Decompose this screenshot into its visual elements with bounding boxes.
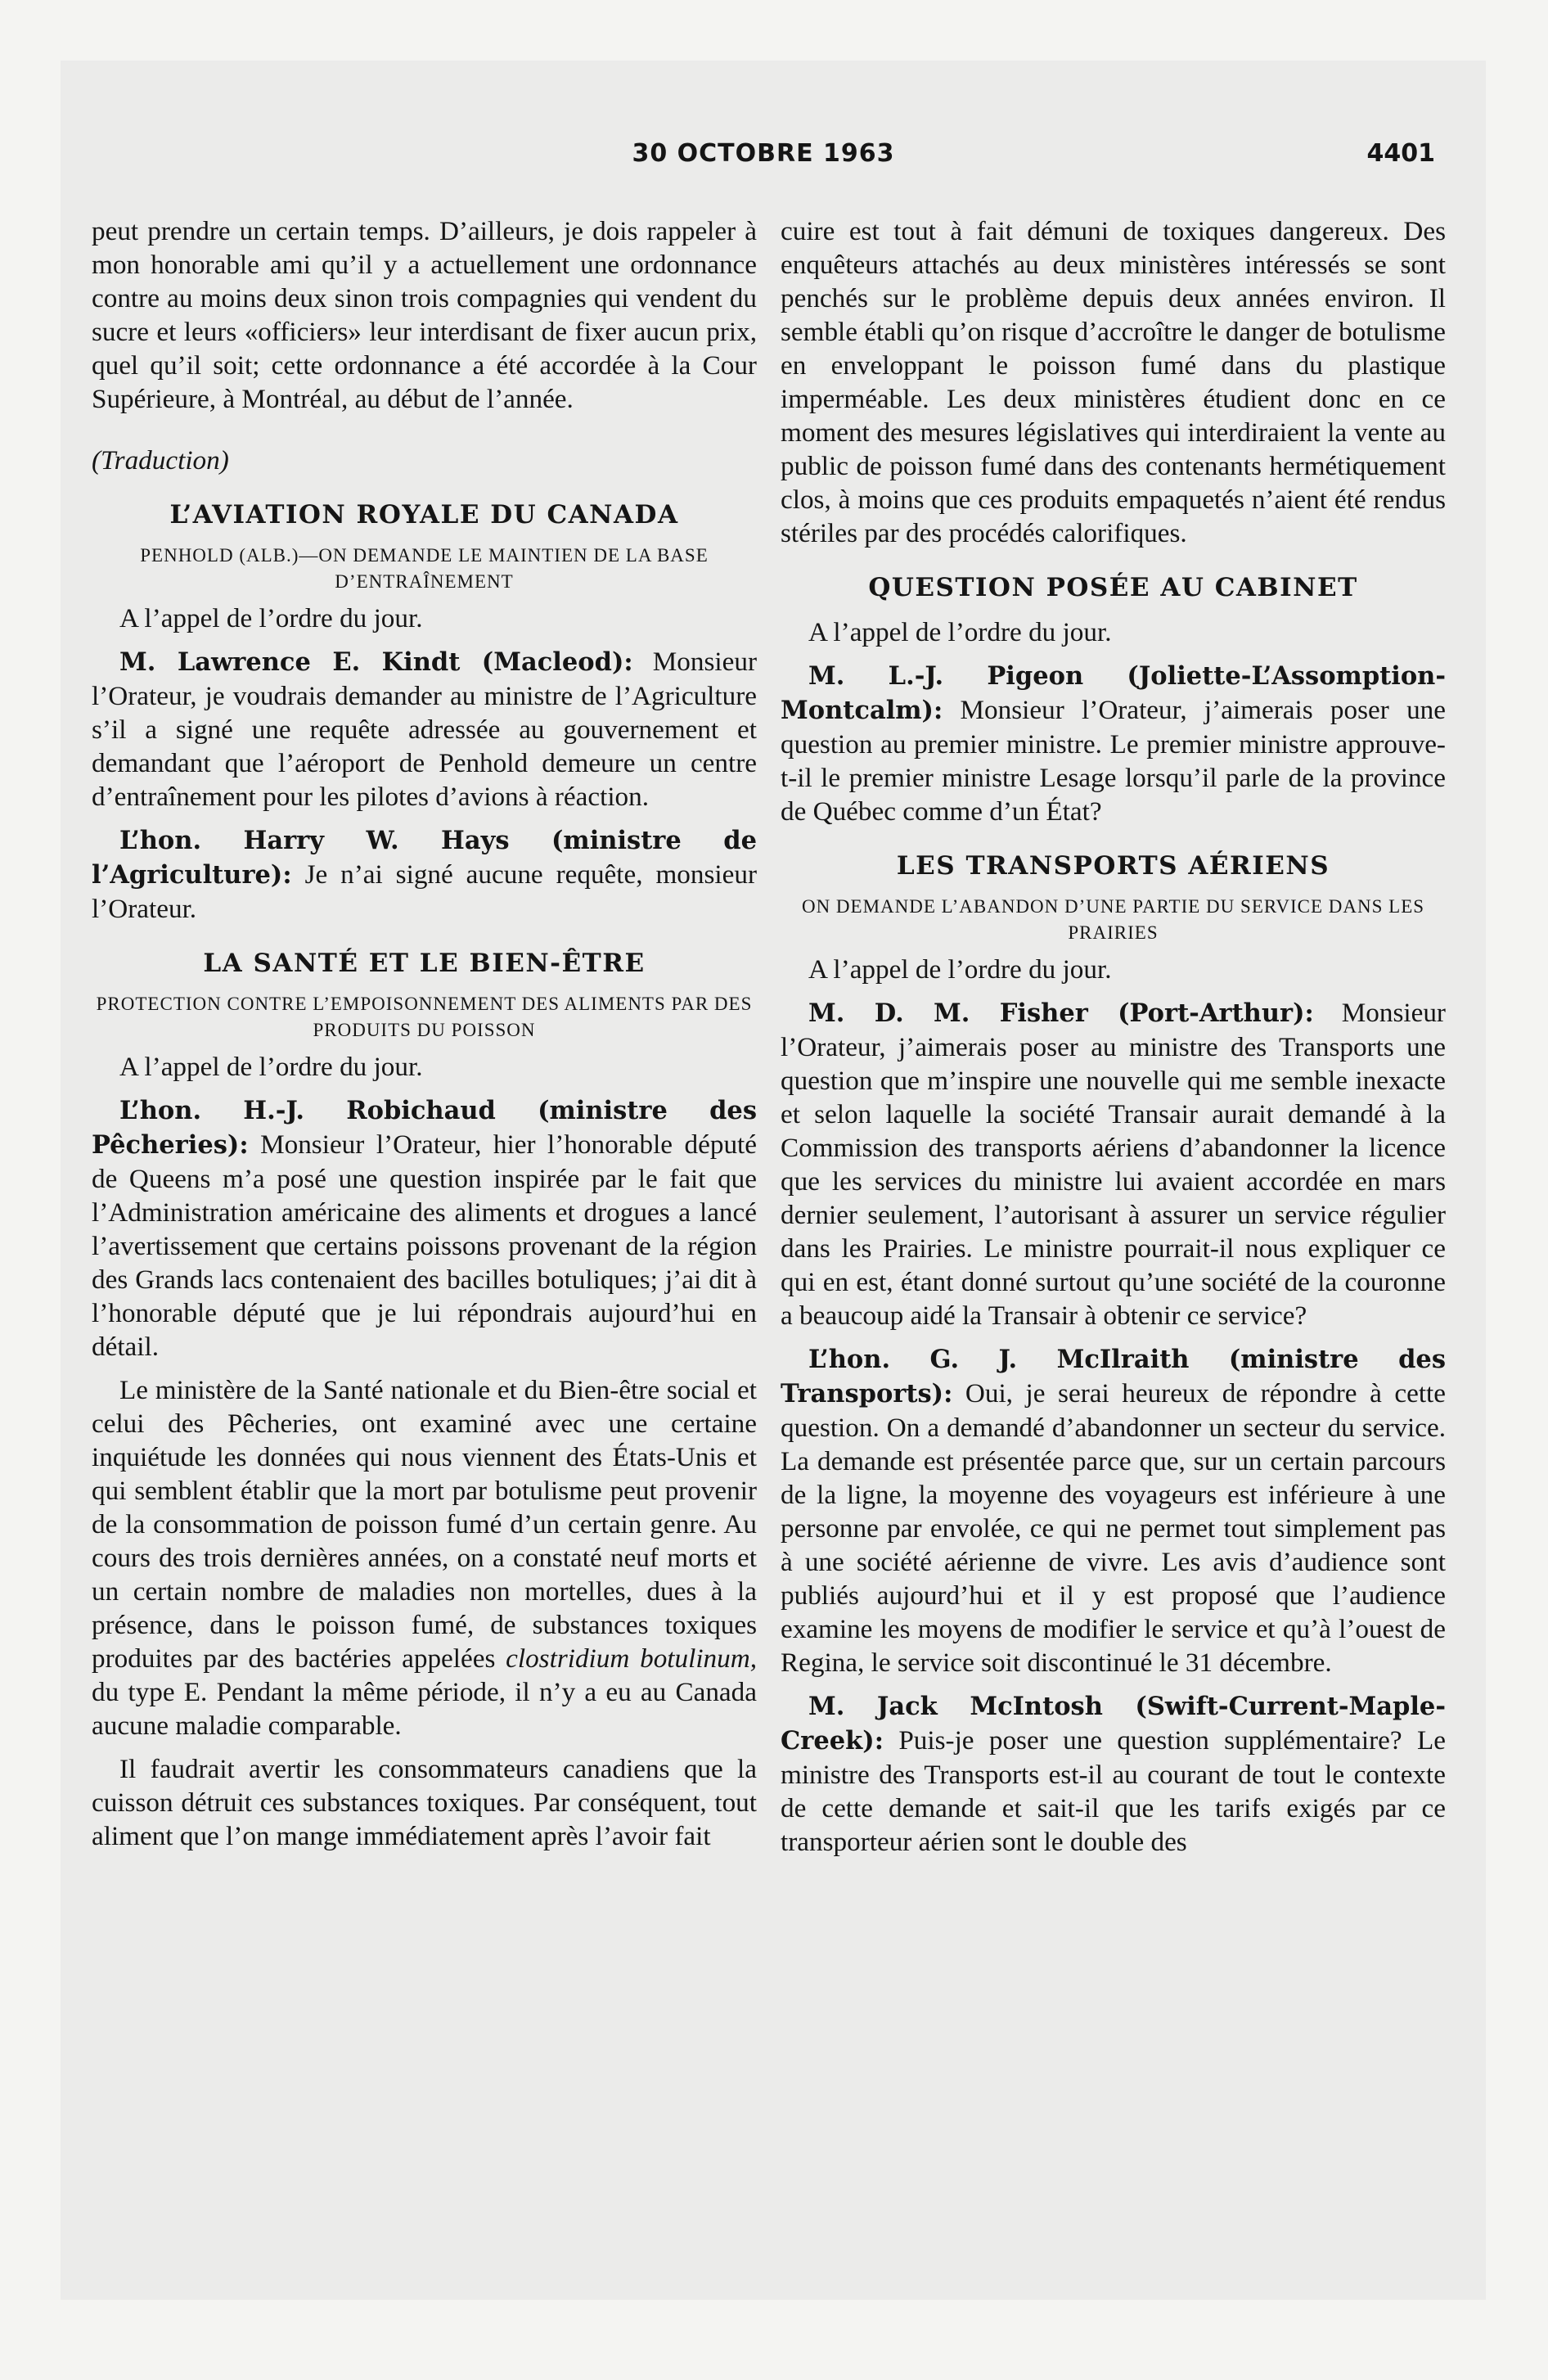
subheading-protection: PROTECTION CONTRE L’EMPOISONNEMENT DES ALIMENTS PAR DES PRODUITS DU POISSON (96, 994, 753, 1040)
ministere-text-b: du type E. Pendant la même période, il n’y a eu au Canada aucune maladie comparable. (92, 1677, 757, 1741)
pigeon-question (781, 659, 1446, 828)
subheading-penhold: PENHOLD (ALB.)—ON DEMANDE LE MAINTIEN DE LA BASE D’ENTRAÎNEMENT (140, 545, 709, 592)
speaker-robichaud: L’hon. H.-J. Robichaud (ministre des Pêcheries): (92, 1096, 757, 1160)
paragraph-avertir: Il faudrait avertir les consommateurs canadiens que la cuisson détruit ces substances toxiques. Par conséquent, tout aliment que l’on mange immédiatement après l’avoir fait (92, 1754, 757, 1851)
paragraph-cuire: cuire est tout à fait démuni de toxiques dangereux. Des enquêteurs attachés au deux ministères intéressés se sont penchés sur le problème depuis deux années environ. Il semble établi qu’on risque d’accroître le danger de botulisme en enveloppant le poisson fumé dans du plastique imperméable. Les deux ministères étudient donc en ce moment des mesures législatives qui interdiraient la vente au public de poisson fumé dans des contenants hermétiquement clos, à moins que ces produits empaquetés n’aient été rendus stériles par des procédés calorifiques. (781, 216, 1446, 548)
heading-aviation: L’AVIATION ROYALE DU CANADA (169, 500, 679, 530)
mcilraith-text: Oui, je serai heureux de répondre à cette question. On a demandé d’abandonner un secteur du service. La demande est présentée parce que, sur un certain parcours de la ligne, la moyenne des voyageurs est inférieure à une personne par envolée, ce qui ne permet tout simplement pas à une société aérienne de vivre. Les avis d’audience sont publiés aujourd’hui et il y est proposé que l’audience examine les moyens de modifier le service et qu’à l’ouest de Regina, le service soit discontinué le 31 décembre. (781, 1378, 1446, 1678)
ministere-italic: clostridium botulinum, (506, 1643, 757, 1674)
subheading-abandon: ON DEMANDE L’ABANDON D’UNE PARTIE DU SERVICE DANS LES PRAIRIES (801, 896, 1425, 943)
paragraph-sugar-order: peut prendre un certain temps. D’ailleurs, je dois rappeler à mon honorable ami qu’il y a actuellement une ordonnance contre au moins deux sinon trois compagnies qui vendent du sucre et leurs «officiers» leur interdisant de fixer aucun prix, quel qu’il soit; cette ordonnance a été accordée à la Cour Supérieure, à Montréal, au début de l’année. (92, 216, 757, 414)
kindt-text: Monsieur l’Orateur, je voudrais demander au ministre de l’Agriculture s’il a signé une requête adressée au gouvernement et demandant que l’aéroport de Penhold demeure un centre d’entraînement pour les pilotes d’avions à réaction. (92, 647, 757, 812)
right-column (781, 214, 1446, 1859)
kindt-question (92, 645, 757, 814)
speaker-fisher: M. D. M. Fisher (Port-Arthur): (808, 998, 1314, 1028)
fisher-text: Monsieur l’Orateur, j’aimerais poser au ministre des Transports une question que m’inspire une nouvelle qui me semble inexacte et selon laquelle la société Transair aurait demandé à la Commission des transports aériens d’abandonner la licence que les services du ministre lui avaient accordée en mars dernier seulement, l’autorisant à assurer un service régulier dans les Prairies. Le ministre pourrait-il nous expliquer ce qui en est, étant donné surtout qu’une société de la couronne a beaucoup aidé la Transair à obtenir ce service? (781, 998, 1446, 1331)
order-of-day-3: A l’appel de l’ordre du jour. (808, 617, 1112, 647)
order-of-day-2: A l’appel de l’ordre du jour. (119, 1052, 423, 1082)
heading-transports: LES TRANSPORTS AÉRIENS (896, 851, 1330, 881)
speaker-pigeon: M. L.-J. Pigeon (Joliette-L’Assomption-Montcalm): (781, 661, 1446, 725)
running-head (92, 139, 1435, 183)
pigeon-text: Monsieur l’Orateur, j’aimerais poser une question au premier ministre. Le premier ministre approuve-t-il le premier ministre Lesage lorsqu’il parle de la province de Québec comme d’un État? (781, 695, 1446, 827)
fisher-question (781, 996, 1446, 1332)
order-of-day-4: A l’appel de l’ordre du jour. (808, 954, 1112, 985)
mcintosh-text: Puis-je poser une question supplémentaire? Le ministre des Transports est-il au courant de tout le contexte de cette demande et sait-il que les tarifs exigés par ce transporteur aérien sont le double des (781, 1725, 1446, 1857)
robichaud-statement (92, 1093, 757, 1364)
header-date: 30 OCTOBRE 1963 (632, 139, 895, 168)
heading-sante: LA SANTÉ ET LE BIEN-ÊTRE (203, 949, 646, 978)
mcilraith-answer (781, 1342, 1446, 1679)
robichaud-text: Monsieur l’Orateur, hier l’honorable député de Queens m’a posé une question inspirée par le fait que l’Administration américaine des aliments et drogues a lancé l’avertissement que certains poissons provenant de la région des Grands lacs contenaient des bacilles botuliques; j’ai dit à l’honorable député que je lui répondrais aujourd’hui en détail. (92, 1129, 757, 1362)
ministere-text-a: Le ministère de la Santé nationale et du Bien-être social et celui des Pêcheries, ont examiné avec une certaine inquiétude les données qui nous viennent des États-Unis et qui semblent établir que la mort par botulisme peut provenir de la consommation de poisson fumé d’un certain genre. Au cours des trois dernières années, on a constaté neuf morts et un certain nombre de maladies non mortelles, dues à la présence, dans le poisson fumé, de substances toxiques produites par des bactéries appelées (92, 1375, 757, 1674)
translation-note: (Traduction) (92, 445, 229, 476)
speaker-hays: L’hon. Harry W. Hays (ministre de l’Agriculture): (92, 826, 757, 890)
page-number: 4401 (1366, 139, 1435, 168)
left-column (92, 214, 757, 1853)
hays-text: Je n’ai signé aucune requête, monsieur l’Orateur. (92, 859, 757, 924)
hays-answer (92, 823, 757, 926)
speaker-mcintosh: M. Jack McIntosh (Swift-Current-Maple-Creek): (781, 1692, 1446, 1756)
heading-question: QUESTION POSÉE AU CABINET (868, 573, 1358, 602)
paragraph-ministere (92, 1373, 757, 1742)
mcintosh-question (781, 1689, 1446, 1859)
speaker-kindt: M. Lawrence E. Kindt (Macleod): (119, 647, 633, 677)
order-of-day-1: A l’appel de l’ordre du jour. (119, 603, 423, 633)
speaker-mcilraith: L’hon. G. J. McIlraith (ministre des Transports): (781, 1345, 1446, 1409)
